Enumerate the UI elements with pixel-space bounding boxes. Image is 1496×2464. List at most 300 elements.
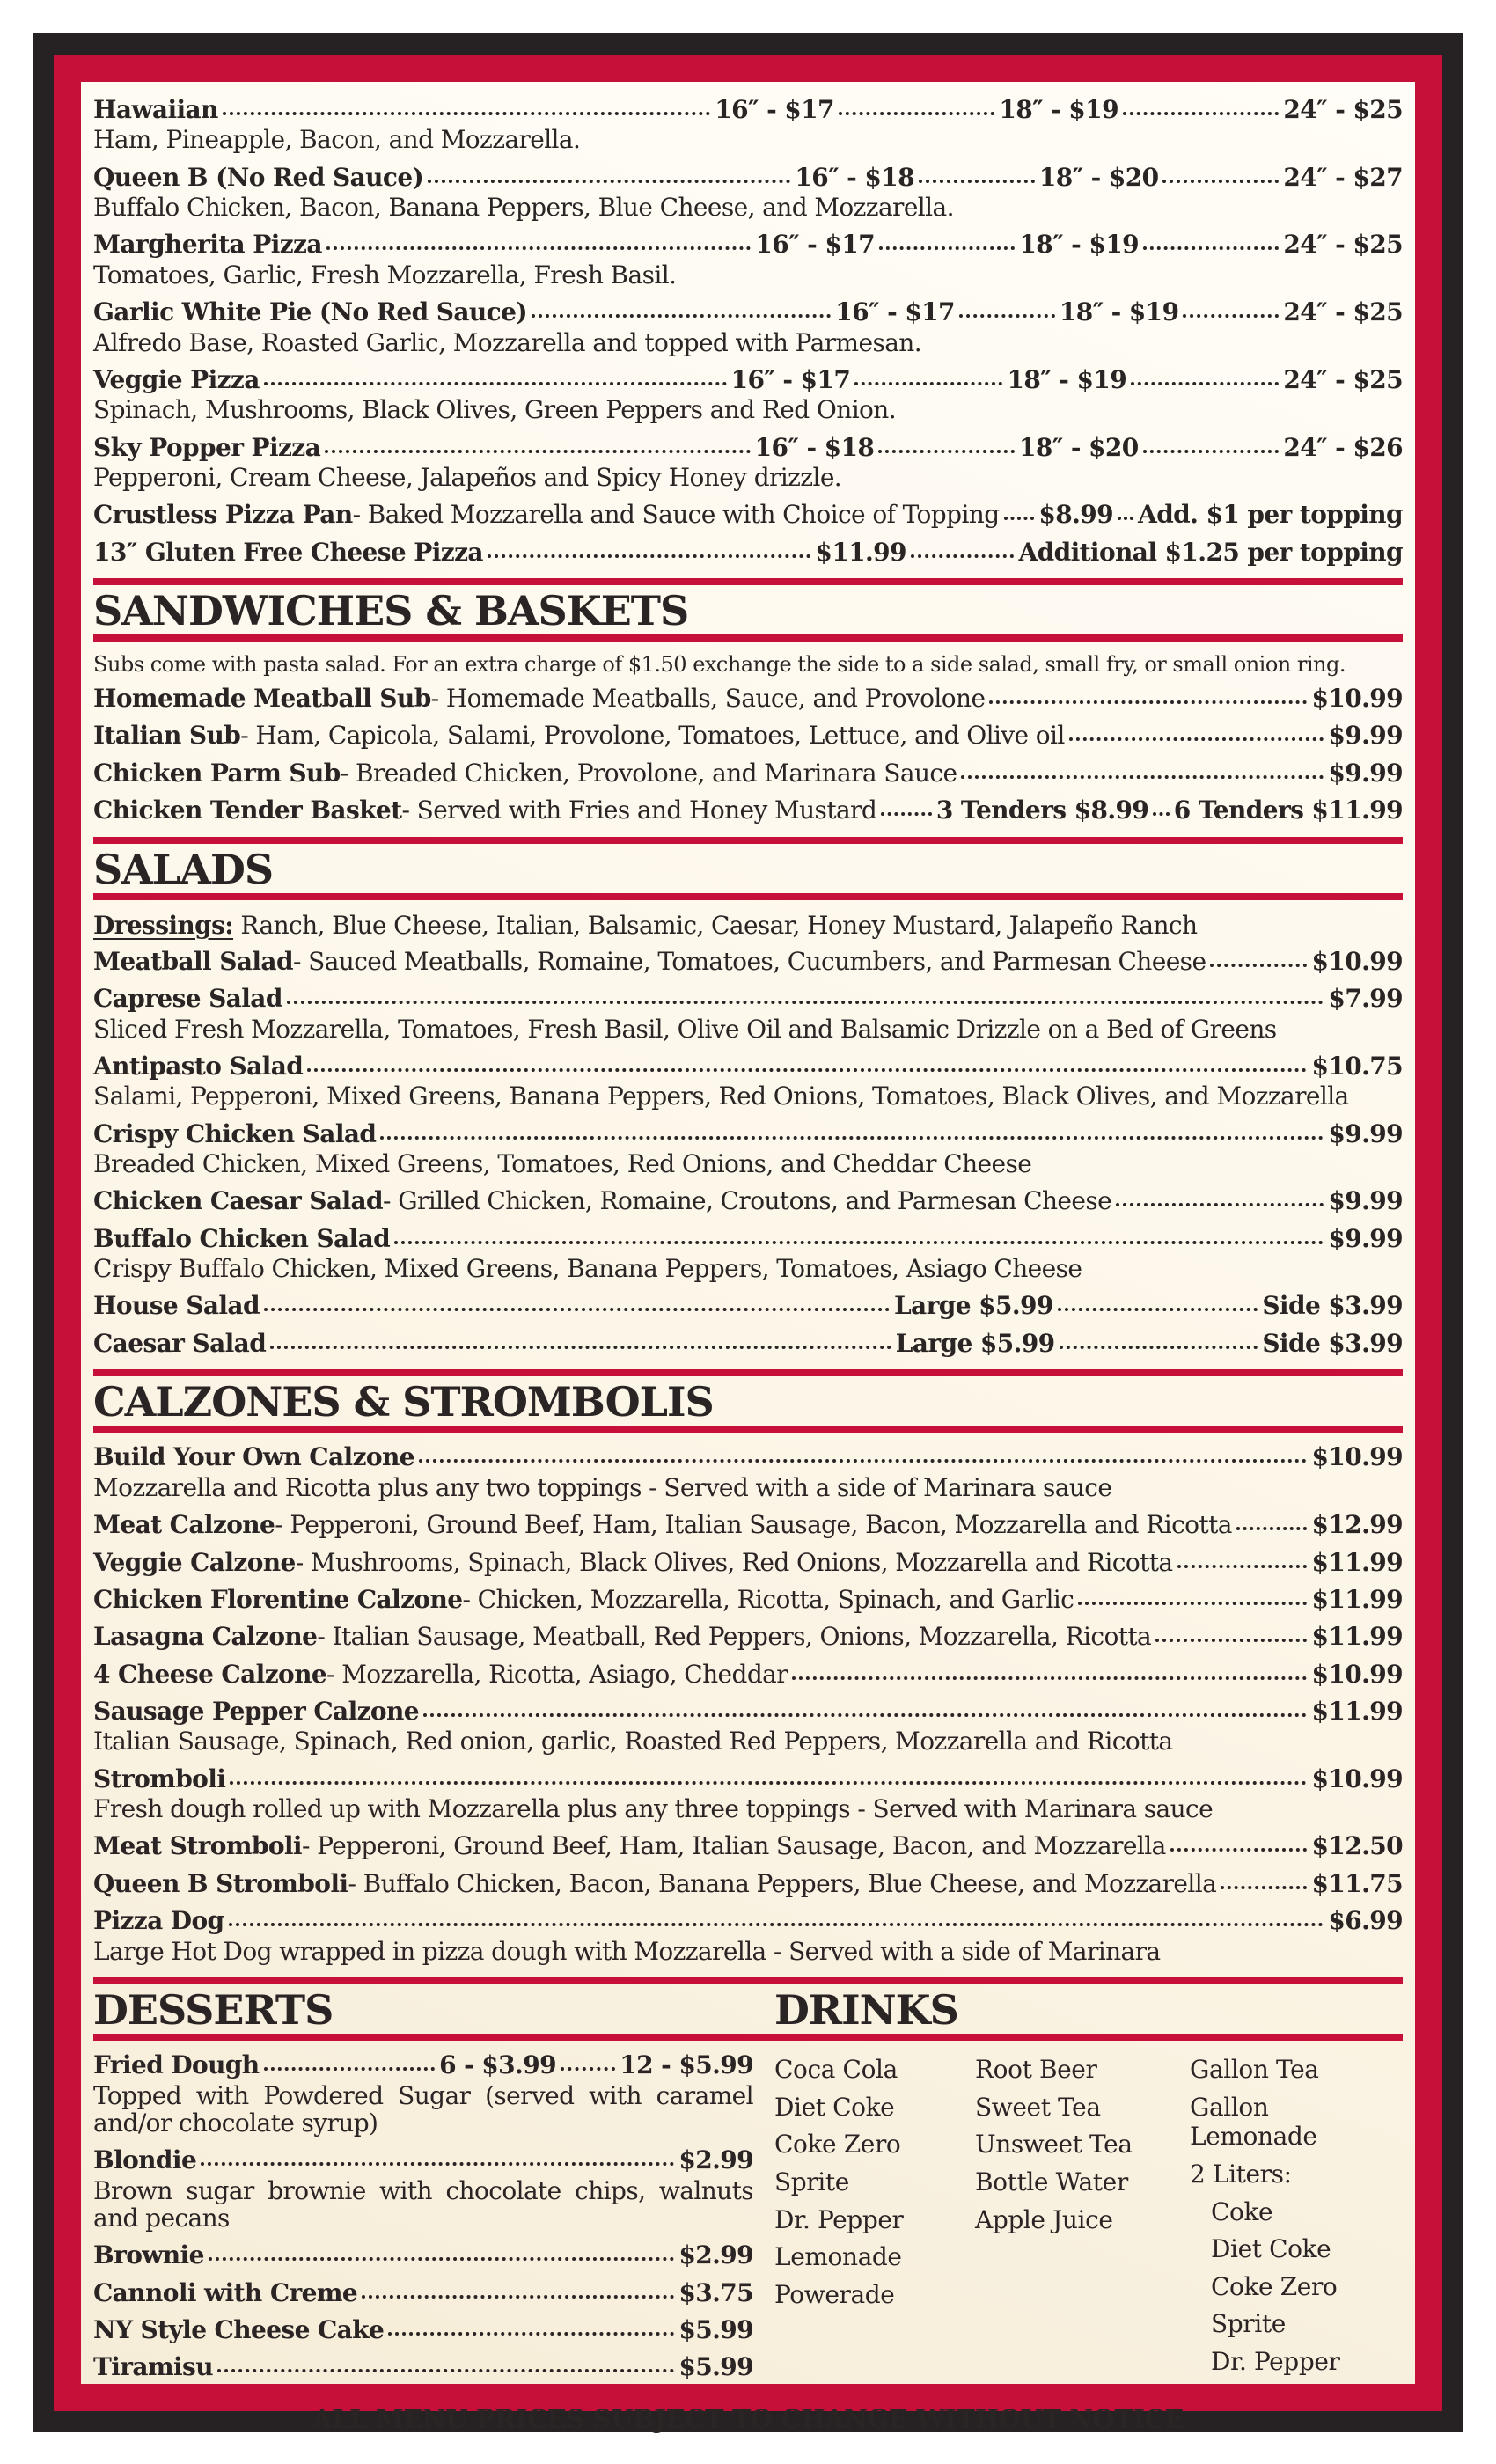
item-name: House Salad — [93, 1291, 260, 1321]
menu-item — [93, 2051, 753, 2137]
section-calzones — [93, 1443, 1403, 1964]
menu-item-row — [93, 164, 1403, 191]
menu-item — [93, 231, 1403, 289]
dot-leader — [1123, 112, 1279, 115]
menu-item — [93, 434, 1403, 492]
red-rule — [93, 893, 1403, 900]
drink-item: Diet Coke — [774, 2092, 895, 2122]
drink-item: Lemonade — [774, 2242, 902, 2272]
item-name: Italian Sub — [93, 721, 241, 751]
dot-leader — [223, 112, 710, 115]
item-ingredients: - Breaded Chicken, Provolone, and Marinara Sauce — [340, 758, 957, 788]
red-rule — [93, 1426, 1403, 1433]
menu-item-row — [93, 1907, 1403, 1934]
item-name: NY Style Cheese Cake — [93, 2315, 385, 2345]
section-header-desserts-drinks — [93, 1977, 1403, 2041]
dot-leader — [1153, 812, 1169, 816]
item-price: $5.99 — [678, 2315, 753, 2345]
item-name: Chicken Florentine Calzone — [93, 1584, 463, 1614]
menu-item-row — [93, 1765, 1403, 1793]
menu-item — [93, 501, 1403, 528]
menu-item — [93, 2353, 753, 2380]
section-pizzas — [93, 96, 1403, 566]
menu-item-row — [93, 2316, 753, 2343]
menu-item — [93, 722, 1403, 749]
dot-leader — [1183, 314, 1279, 318]
menu-item-row — [93, 985, 1403, 1012]
item-name: Chicken Parm Sub — [93, 758, 341, 788]
drink-item: Powerade — [774, 2279, 895, 2309]
salad-list — [93, 948, 1403, 1357]
item-price: $7.99 — [1328, 984, 1403, 1014]
drink-item: Unsweet Tea — [975, 2130, 1133, 2160]
item-price: $12.99 — [1311, 1510, 1403, 1540]
red-rule — [93, 837, 1403, 844]
menu-item-row — [93, 366, 1403, 393]
item-description: Ham, Pineapple, Bacon, and Mozzarella. — [93, 125, 581, 155]
drink-item: Sweet Tea — [975, 2092, 1101, 2122]
red-rule — [93, 1369, 1403, 1376]
dot-leader — [307, 1068, 1307, 1072]
menu-item-row — [93, 1052, 1403, 1080]
item-ingredients: - Pepperoni, Ground Beef, Ham, Italian Sausage, Bacon, and Mozzarella — [301, 1831, 1166, 1861]
dot-leader — [270, 1346, 891, 1349]
item-price: 18″ - $19 — [1007, 364, 1127, 394]
dot-leader — [1069, 737, 1324, 741]
section-heading: SALADS — [93, 845, 274, 893]
item-price: $8.99 — [1038, 500, 1114, 530]
menu-item — [93, 796, 1403, 824]
item-price: 18″ - $20 — [1019, 432, 1139, 462]
dot-leader — [419, 1459, 1308, 1463]
drink-item: 2 Liters: — [1190, 2159, 1292, 2189]
red-rule — [93, 578, 1403, 585]
dot-leader — [959, 314, 1055, 318]
item-name: Pizza Dog — [93, 1906, 224, 1936]
item-description: Italian Sausage, Spinach, Red onion, garlic, Roasted Red Peppers, Mozzarella and Ricotta — [93, 1727, 1173, 1756]
item-name: Crustless Pizza Pan — [93, 500, 353, 530]
menu-item-row — [93, 759, 1403, 787]
menu-item — [93, 685, 1403, 712]
drink-item: Coke Zero — [1211, 2271, 1338, 2301]
item-price: Side $3.99 — [1262, 1291, 1403, 1321]
menu-item-row — [93, 2353, 753, 2380]
item-price: $9.99 — [1328, 758, 1403, 788]
item-name: Chicken Caesar Salad — [93, 1186, 384, 1216]
dot-leader — [217, 2369, 674, 2372]
item-price: $9.99 — [1328, 721, 1403, 751]
dot-leader — [1162, 180, 1279, 183]
item-name: Build Your Own Calzone — [93, 1442, 414, 1472]
menu-item — [93, 298, 1403, 356]
drink-item: Dr. Pepper — [1211, 2346, 1340, 2376]
dot-leader — [1221, 1886, 1307, 1889]
dressings-line — [93, 911, 1403, 940]
section-header-salads — [93, 837, 1403, 900]
dot-leader — [488, 554, 810, 558]
section-heading-drinks: DRINKS — [774, 1985, 958, 2034]
menu-item — [93, 1698, 1403, 1756]
drink-item: Gallon Lemonade — [1190, 2092, 1317, 2152]
red-border-frame — [54, 55, 1442, 2434]
item-name: Meat Calzone — [93, 1510, 275, 1540]
menu-item — [93, 759, 1403, 787]
item-name: Queen B (No Red Sauce) — [93, 162, 424, 192]
drink-item: Coke Zero — [774, 2130, 901, 2160]
dot-leader — [792, 1676, 1307, 1680]
menu-item — [93, 1443, 1403, 1501]
item-price: 3 Tenders $8.99 — [935, 796, 1149, 825]
menu-item — [93, 1330, 1403, 1357]
item-description: Tomatoes, Garlic, Fresh Mozzarella, Fresh Basil. — [93, 260, 677, 290]
item-price: $9.99 — [1328, 1223, 1403, 1253]
item-name: Fried Dough — [93, 2050, 260, 2080]
red-rule — [93, 1977, 1403, 1984]
menu-paper — [81, 82, 1415, 2434]
item-price: $2.99 — [678, 2240, 753, 2270]
menu-item — [93, 366, 1403, 424]
item-price: 24″ - $26 — [1283, 432, 1403, 462]
item-price: Large $5.99 — [893, 1291, 1053, 1321]
item-price: $3.75 — [678, 2277, 753, 2307]
red-rule — [93, 2034, 1403, 2041]
item-name: Caprese Salad — [93, 984, 282, 1014]
item-price: $11.75 — [1311, 1868, 1403, 1898]
drink-item: Coke — [1211, 2196, 1273, 2226]
item-name: Meatball Salad — [93, 946, 293, 976]
section-salads — [93, 911, 1403, 1357]
item-description: Salami, Pepperoni, Mixed Greens, Banana Peppers, Red Onions, Tomatoes, Black Olives, and Mozzarella — [93, 1082, 1349, 1111]
item-description: Fresh dough rolled up with Mozzarella plus any three toppings - Served with Marinara sauce — [93, 1794, 1214, 1824]
item-ingredients: - Ham, Capicola, Salami, Provolone, Tomatoes, Lettuce, and Olive oil — [240, 721, 1065, 751]
item-price: Large $5.99 — [895, 1328, 1055, 1358]
menu-item-row — [93, 1586, 1403, 1613]
item-price: $9.99 — [1328, 1118, 1403, 1148]
item-price: $10.99 — [1311, 1442, 1403, 1472]
menu-item-row — [93, 1623, 1403, 1650]
dot-leader — [1060, 1346, 1258, 1349]
item-price: 24″ - $27 — [1283, 162, 1403, 192]
section-drinks — [774, 2051, 1403, 2384]
menu-item — [93, 1292, 1403, 1319]
item-name: Brownie — [93, 2240, 204, 2270]
item-price: 18″ - $19 — [999, 95, 1118, 124]
menu-item-row — [93, 1120, 1403, 1148]
item-price: $11.99 — [1311, 1696, 1403, 1726]
section-desserts — [93, 2051, 753, 2384]
footer-notice: ALL MENU PRICES SUBJECT TO CHANGE WITHOUT NOTICE — [312, 2403, 1184, 2434]
item-price: 16″ - $18 — [795, 162, 914, 192]
menu-item-row — [93, 1870, 1403, 1897]
item-name: 13″ Gluten Free Cheese Pizza — [93, 537, 483, 567]
item-price: $11.99 — [1311, 1584, 1403, 1614]
item-name: Crispy Chicken Salad — [93, 1118, 377, 1148]
menu-item — [93, 1870, 1403, 1897]
item-ingredients: - Italian Sausage, Meatball, Red Peppers, Onions, Mozzarella, Ricotta — [317, 1622, 1152, 1652]
menu-item — [93, 1661, 1403, 1688]
dot-leader — [1058, 1308, 1258, 1311]
menu-item — [93, 985, 1403, 1043]
item-price: Additional $1.25 per topping — [1018, 537, 1403, 567]
dot-leader — [839, 112, 994, 115]
item-name: Sky Popper Pizza — [93, 432, 321, 462]
item-ingredients: - Sauced Meatballs, Romaine, Tomatoes, Cucumbers, and Parmesan Cheese — [292, 946, 1206, 976]
dot-leader — [264, 382, 727, 385]
item-ingredients: - Mushrooms, Spinach, Black Olives, Red Onions, Mozzarella and Ricotta — [295, 1547, 1173, 1577]
drink-item: Sprite — [774, 2167, 849, 2196]
menu-item-row — [93, 1832, 1403, 1859]
pizza-list — [93, 96, 1403, 566]
item-price: 24″ - $25 — [1283, 364, 1403, 394]
item-name: Blondie — [93, 2145, 197, 2175]
item-name: 4 Cheese Calzone — [93, 1659, 327, 1689]
item-description: Alfredo Base, Roasted Garlic, Mozzarella and topped with Parmesan. — [93, 327, 922, 357]
menu-item — [93, 1052, 1403, 1111]
item-name: Homemade Meatball Sub — [93, 684, 431, 714]
drink-item: Sprite — [1211, 2309, 1286, 2339]
dot-leader — [287, 1001, 1324, 1004]
dot-leader — [423, 1713, 1307, 1717]
drink-item: Bottle Water — [975, 2167, 1128, 2196]
drink-item: Apple Juice — [975, 2204, 1113, 2234]
item-price: 16″ - $17 — [835, 297, 955, 327]
dot-leader — [919, 180, 1035, 183]
drink-item: Coca Cola — [774, 2055, 898, 2085]
dot-leader — [1116, 1203, 1324, 1206]
item-name: Hawaiian — [93, 95, 218, 124]
item-description: Crispy Buffalo Chicken, Mixed Greens, Banana Peppers, Tomatoes, Asiago Cheese — [93, 1254, 1082, 1284]
drinks-column-1 — [774, 2055, 975, 2384]
item-description: Mozzarella and Ricotta plus any two toppings - Served with a side of Marinara sauce — [93, 1472, 1112, 1502]
item-description: Pepperoni, Cream Cheese, Jalapeños and Spicy Honey drizzle. — [93, 462, 842, 492]
item-price: $10.99 — [1311, 1764, 1403, 1793]
menu-item — [93, 1187, 1403, 1214]
dot-leader — [878, 450, 1015, 453]
menu-item-row — [93, 501, 1403, 528]
item-price: $2.99 — [678, 2145, 753, 2175]
dot-leader — [854, 382, 1002, 385]
dot-leader — [911, 554, 1015, 558]
item-price: 24″ - $25 — [1283, 230, 1403, 260]
item-name: Buffalo Chicken Salad — [93, 1223, 391, 1253]
menu-item-row — [93, 1661, 1403, 1688]
dot-leader — [961, 775, 1324, 779]
dot-leader — [1177, 1565, 1308, 1568]
menu-item-row — [93, 539, 1403, 566]
menu-item — [93, 1120, 1403, 1178]
item-ingredients: - Pepperoni, Ground Beef, Ham, Italian Sausage, Bacon, Mozzarella and Ricotta — [275, 1510, 1232, 1540]
menu-item — [93, 164, 1403, 222]
dot-leader — [532, 314, 831, 318]
item-price: $9.99 — [1328, 1186, 1403, 1216]
calzone-list — [93, 1443, 1403, 1964]
item-description: Sliced Fresh Mozzarella, Tomatoes, Fresh Basil, Olive Oil and Balsamic Drizzle on a Bed of Greens — [93, 1014, 1277, 1044]
item-price: $11.99 — [1311, 1622, 1403, 1652]
item-price: 16″ - $17 — [715, 95, 834, 124]
dot-leader — [1078, 1602, 1307, 1605]
dot-leader — [1236, 1527, 1308, 1530]
dot-leader — [1143, 246, 1279, 250]
menu-item-row — [93, 434, 1403, 461]
dot-leader — [879, 246, 1015, 250]
section-heading-desserts: DESSERTS — [93, 1985, 334, 2034]
item-price: $12.50 — [1311, 1831, 1403, 1861]
menu-item — [93, 2241, 753, 2269]
item-name: Antipasto Salad — [93, 1051, 304, 1081]
item-price: $10.99 — [1311, 684, 1403, 714]
menu-item-row — [93, 2279, 753, 2306]
item-price: Side $3.99 — [1262, 1328, 1403, 1358]
item-price: Add. $1 per topping — [1138, 500, 1403, 530]
dot-leader — [881, 812, 932, 816]
item-price: $5.99 — [678, 2352, 753, 2382]
item-description: Breaded Chicken, Mixed Greens, Tomatoes, Red Onions, and Cheddar Cheese — [93, 1149, 1032, 1179]
menu-item — [93, 2279, 753, 2306]
item-name: Sausage Pepper Calzone — [93, 1696, 419, 1726]
drink-item: Dr. Pepper — [774, 2204, 904, 2234]
item-name: Lasagna Calzone — [93, 1622, 318, 1652]
dot-leader — [1004, 517, 1035, 520]
item-ingredients: - Chicken, Mozzarella, Ricotta, Spinach, and Garlic — [462, 1584, 1074, 1614]
red-rule — [93, 634, 1403, 642]
dot-leader — [394, 1241, 1324, 1244]
item-ingredients: - Homemade Meatballs, Sauce, and Provolone — [430, 684, 986, 714]
dot-leader — [264, 1308, 890, 1311]
item-price: 16″ - $17 — [755, 230, 875, 260]
menu-item — [93, 96, 1403, 154]
dot-leader — [380, 1136, 1324, 1140]
item-price: $10.99 — [1311, 946, 1403, 976]
outer-black-frame — [33, 33, 1463, 2432]
item-name: Stromboli — [93, 1764, 226, 1793]
item-price: $11.99 — [1311, 1547, 1403, 1577]
menu-item-row — [93, 948, 1403, 975]
menu-item — [93, 1832, 1403, 1859]
dot-leader — [1170, 1848, 1308, 1852]
dot-leader — [264, 2067, 436, 2071]
dot-leader — [362, 2295, 674, 2299]
section-heading: CALZONES & STROMBOLIS — [93, 1378, 714, 1426]
item-description: Brown sugar brownie with chocolate chips, walnuts and pecans — [93, 2175, 753, 2233]
item-ingredients: - Served with Fries and Honey Mustard — [401, 796, 877, 825]
section-sandwiches — [93, 652, 1403, 824]
section-heading: SANDWICHES & BASKETS — [93, 587, 689, 635]
drinks-column-2 — [975, 2055, 1190, 2384]
item-price: 18″ - $20 — [1038, 162, 1159, 192]
dot-leader — [388, 2332, 674, 2336]
dot-leader — [201, 2162, 674, 2166]
menu-item — [93, 1586, 1403, 1613]
item-price: $11.99 — [815, 537, 906, 567]
menu-item — [93, 948, 1403, 975]
item-ingredients: - Mozzarella, Ricotta, Asiago, Cheddar — [326, 1659, 788, 1689]
item-description: Topped with Powdered Sugar (served with caramel and/or chocolate syrup) — [93, 2080, 753, 2138]
item-price: 16″ - $18 — [754, 432, 875, 462]
menu-item-row — [93, 96, 1403, 123]
item-price: 18″ - $19 — [1059, 297, 1179, 327]
item-name: Veggie Calzone — [93, 1547, 296, 1577]
menu-item — [93, 1907, 1403, 1965]
menu-item — [93, 1511, 1403, 1538]
dot-leader — [561, 2067, 615, 2071]
item-name: Garlic White Pie (No Red Sauce) — [93, 297, 527, 327]
menu-item-row — [93, 298, 1403, 326]
item-ingredients: - Buffalo Chicken, Bacon, Banana Peppers, Blue Cheese, and Mozzarella — [348, 1868, 1217, 1898]
menu-item-row — [93, 1292, 1403, 1319]
item-price: 24″ - $25 — [1283, 297, 1403, 327]
item-ingredients: - Grilled Chicken, Romaine, Croutons, and Parmesan Cheese — [383, 1186, 1112, 1216]
drinks-column-3 — [1190, 2055, 1403, 2384]
item-ingredients: - Baked Mozzarella and Sauce with Choice of Topping — [352, 500, 1000, 530]
item-price: 6 Tenders $11.99 — [1173, 796, 1403, 825]
sandwiches-note: Subs come with pasta salad. For an extra charge of $1.50 exchange the side to a side salad, small fry, or small onion ring. — [93, 652, 1346, 678]
menu-item-row — [93, 685, 1403, 712]
menu-item-row — [93, 231, 1403, 258]
section-header-sandwiches — [93, 578, 1403, 642]
drink-item: Diet Coke — [1211, 2234, 1331, 2264]
menu-item-row — [93, 2051, 753, 2079]
item-description: Spinach, Mushrooms, Black Olives, Green Peppers and Red Onion. — [93, 395, 897, 425]
item-price: 12 - $5.99 — [620, 2050, 753, 2080]
drink-item: Gallon Tea — [1190, 2055, 1319, 2085]
menu-item — [93, 2316, 753, 2343]
item-name: Veggie Pizza — [93, 364, 260, 394]
dot-leader — [428, 180, 790, 183]
dessert-list — [93, 2051, 753, 2381]
dot-leader — [1210, 964, 1307, 967]
item-price: 6 - $3.99 — [439, 2050, 556, 2080]
item-price: $10.99 — [1311, 1659, 1403, 1689]
menu-item-row — [93, 1187, 1403, 1214]
item-price: $10.75 — [1311, 1051, 1403, 1081]
menu-item-row — [93, 1225, 1403, 1252]
item-name: Tiramisu — [93, 2352, 213, 2382]
item-price: 16″ - $17 — [730, 364, 851, 394]
dressings-options: Ranch, Blue Cheese, Italian, Balsamic, Caesar, Honey Mustard, Jalapeño Ranch — [233, 910, 1198, 940]
item-description: Large Hot Dog wrapped in pizza dough with Mozzarella - Served with a side of Marinara — [93, 1936, 1161, 1966]
menu-item — [93, 2146, 753, 2232]
item-name: Cannoli with Creme — [93, 2277, 358, 2307]
dot-leader — [209, 2257, 675, 2261]
menu-item-row — [93, 796, 1403, 824]
menu-item-row — [93, 1549, 1403, 1576]
item-name: Chicken Tender Basket — [93, 796, 402, 825]
menu-item-row — [93, 2241, 753, 2269]
dot-leader — [1155, 1639, 1307, 1642]
item-name: Margherita Pizza — [93, 230, 322, 260]
item-name: Caesar Salad — [93, 1328, 267, 1358]
menu-item-row — [93, 1698, 1403, 1725]
menu-item — [93, 539, 1403, 566]
item-name: Queen B Stromboli — [93, 1868, 348, 1898]
dot-leader — [229, 1923, 1324, 1926]
menu-item — [93, 1549, 1403, 1576]
item-price: 24″ - $25 — [1283, 95, 1404, 124]
menu-item-row — [93, 1330, 1403, 1357]
menu-item-row — [93, 722, 1403, 749]
dot-leader — [1143, 450, 1280, 453]
menu-item — [93, 1765, 1403, 1823]
item-price: 18″ - $19 — [1019, 230, 1139, 260]
item-price: $6.99 — [1328, 1906, 1403, 1936]
bottom-columns — [93, 2051, 1403, 2384]
section-header-calzones — [93, 1369, 1403, 1433]
dressings-label: Dressings: — [93, 910, 234, 940]
drink-item: Root Beer — [975, 2055, 1097, 2085]
item-description: Buffalo Chicken, Bacon, Banana Peppers, Blue Cheese, and Mozzarella. — [93, 193, 954, 223]
menu-item-row — [93, 2146, 753, 2174]
menu-item — [93, 1225, 1403, 1283]
